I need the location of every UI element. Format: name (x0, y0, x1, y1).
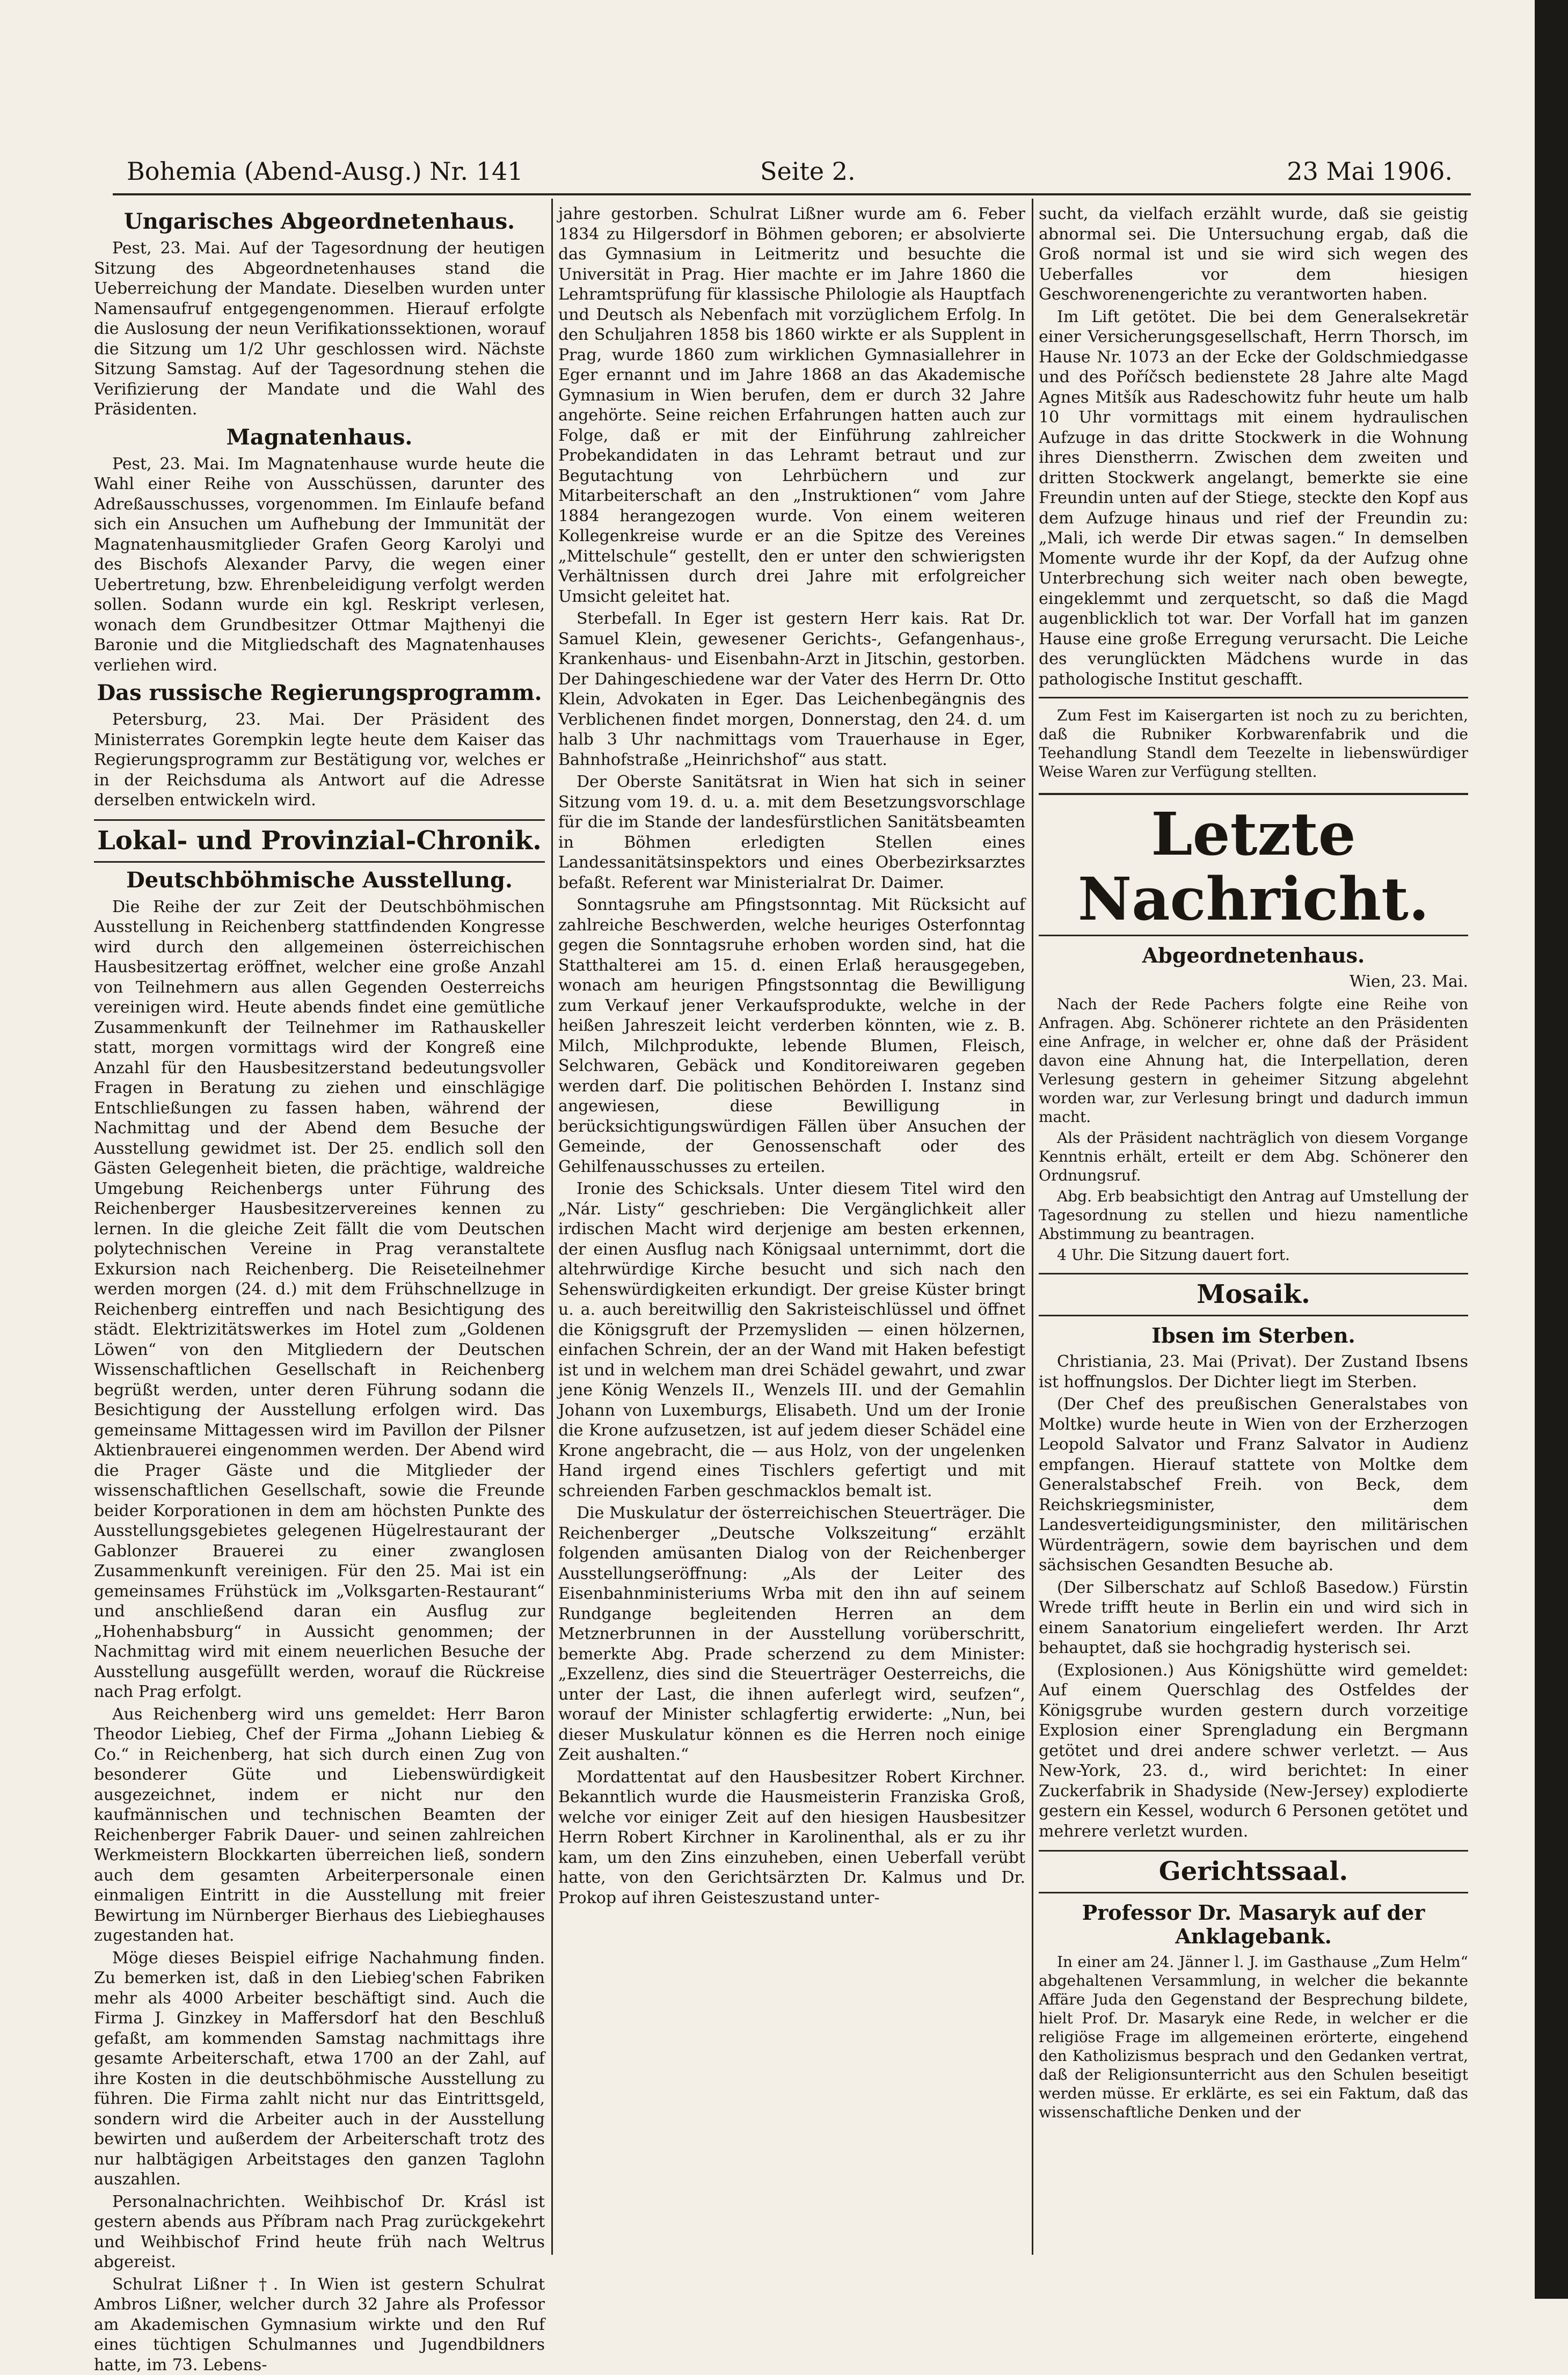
header-date: 23 Mai 1906. (1287, 157, 1453, 186)
column-divider (1032, 199, 1033, 2255)
article-paragraph: Im Lift getötet. Die bei dem Generalsekretär einer Versicherungsgesellschaft, Herrn Thorsch, im Hause Nr. 1073 an der Ecke der Goldschmiedgasse und des Poříčsch bedienstete 28 Jahre alte Magd Agnes Mitšík aus Radeschowitz fuhr heute um halb 10 Uhr vormittags mit einem hydraulischen Aufzuge in das dritte Stockwerk in die Wohnung ihres Dienstherrn. Zwischen dem zweiten und dritten Stockwerk angelangt, bemerkte sie eine Freundin unten auf der Stiege, steckte den Kopf aus dem Aufzuge hinaus und rief der Freundin zu: „Mali, ich werde Dir etwas sagen.“ In demselben Momente wurde ihr der Kopf, da der Aufzug ohne Unterbrechung sich weiter nach oben bewegte, eingeklemmt und zerquetscht, so daß die Magd augenblicklich tot war. Der Vorfall hat im ganzen Hause eine große Erregung verursacht. Die Leiche des verunglückten Mädchens wurde in das pathologische Institut geschafft. (1039, 307, 1468, 689)
chronicle-heading: Lokal- und Provinzial-Chronik. (94, 819, 545, 863)
article-paragraph: Die Muskulatur der österreichischen Steuerträger. Die Reichenberger „Deutsche Volkszeitung“ erzählt folgenden amüsanten Dialog von der Reichenberger Ausstellungseröffnung: „Als der Leiter des Eisenbahnministeriums Wrba mit den ihn auf seinem Rundgange begleitenden Herren an dem Metznerbrunnen in der Ausstellung vorüberschritt, bemerkte Abg. Prade scherzend zu dem Minister: „Exzellenz, dies sind die Steuerträger Oesterreichs, die unter der Last, die ihnen auferlegt wird, seufzen“, worauf der Minister schlagfertig erwiderte: „Nun, bei dieser Muskulatur können es die Herren noch einige Zeit aushalten.“ (558, 1504, 1025, 1764)
column-2 (558, 204, 1025, 2255)
header-page-number: Seite 2. (760, 157, 856, 186)
mosaic-heading: Mosaik. (1039, 1273, 1468, 1316)
article-paragraph: Sterbefall. In Eger ist gestern Herr kais. Rat Dr. Samuel Klein, gewesener Gerichts-, Gefangenhaus-, Krankenhaus- und Eisenbahn-Arzt in Jitschin, gestorben. Der Dahingeschiedene war der Vater des Herrn Dr. Otto Klein, Advokaten in Eger. Das Leichenbegängnis des Verblichenen findet morgen, Donnerstag, den 24. d. um halb 3 Uhr nachmittags vom Trauerhause in Eger, Bahnhofstraße „Heinrichshof“ aus statt. (558, 609, 1025, 769)
scan-edge-bar (1535, 0, 1568, 2299)
court-report-body (1039, 1953, 1468, 2122)
section-title: Ungarisches Abgeordnetenhaus. (123, 209, 515, 234)
article-paragraph: Christiania, 23. Mai (Privat). Der Zustand Ibsens ist hoffnungslos. Der Dichter liegt im Sterben. (1039, 1352, 1468, 1392)
article-paragraph: Aus Reichenberg wird uns gemeldet: Herr Baron Theodor Liebieg, Chef der Firma „Johann Liebieg & Co.“ in Reichenberg, hat sich durch einen Zug von besonderer Güte und Liebenswürdigkeit ausgezeichnet, indem er nicht nur den kaufmännischen und technischen Beamten der Reichenberger Fabrik Dauer- und seinen zahlreichen Werkmeistern Blockkarten überreichen ließ, sondern auch dem gesamten Arbeiterpersonale einen einmaligen Eintritt in die Ausstellung mit freier Bewirtung im Nürnberger Bierhaus des Liebieghauses zugestanden hat. (94, 1704, 545, 1946)
dateline: Wien, 23. Mai. (1349, 972, 1468, 991)
article-paragraph: (Der Chef des preußischen Generalstabes von Moltke) wurde heute in Wien von der Erzherzogen Leopold Salvator und Franz Salvator in Audienz empfangen. Hierauf stattete von Moltke dem Generalstabschef Freih. von Beck, dem Reichskriegsminister, dem Landesverteidigungsminister, den militärischen Würdenträgern, sowie dem bayrischen und dem sächsischen Gesandten Besuche ab. (1039, 1395, 1468, 1575)
article-paragraph: Nach der Rede Pachers folgte eine Reihe von Anfragen. Abg. Schönerer richtete an den Präsidenten eine Anfrage, in welcher er, ohne daß der Präsident davon eine Ahnung hat, die Interpellation, deren Verlesung gestern in geheimer Sitzung abgelehnt worden war, zur Verlesung bringt und dadurch immun macht. (1039, 995, 1468, 1126)
latest-news-body (1039, 995, 1468, 1264)
article-paragraph: Pest, 23. Mai. Im Magnatenhause wurde heute die Wahl einer Reihe von Ausschüssen, darunter des Adreßausschusses, vorgenommen. Im Einlaufe befand sich ein Ansuchen um Aufhebung der Immunität der Magnatenhausmitglieder Grafen Georg Karolyi und des Bischofs Alexander Parvy, die wegen einer Uebertretung, bzw. Ehrenbeleidigung verfolgt werden sollen. Sodann wurde ein kgl. Reskript verlesen, wonach dem Grundbesitzer Ottmar Majthenyi die Baronie und die Mitgliedschaft des Magnatenhauses verliehen wird. (94, 454, 545, 675)
section-title: Professor Dr. Masaryk auf der Anklagebank. (1082, 1900, 1425, 1948)
header-rule (113, 193, 1471, 195)
article-paragraph: 4 Uhr. Die Sitzung dauert fort. (1057, 1246, 1290, 1264)
separator-rule (1039, 697, 1468, 698)
column-1 (94, 204, 545, 2374)
article-paragraph: Mordattentat auf den Hausbesitzer Robert Kirchner. Bekanntlich wurde die Hausmeisterin Franziska Groß, welche vor einiger Zeit auf den hiesigen Hausbesitzer Herrn Robert Kirchner in Karolinenthal, als er zu ihr kam, um den Zins einzuheben, einen Ueberfall verübt hatte, von den Gerichtsärzten Dr. Kalmus und Dr. Prokop auf ihren Geisteszustand unter- (558, 1767, 1025, 1907)
section-title: Ibsen im Sterben. (1151, 1323, 1355, 1348)
article-paragraph: Personalnachrichten. Weihbischof Dr. Krásl ist gestern abends aus Příbram nach Prag zurückgekehrt und Weihbischof Frind heute früh nach Weltrus abgereist. (94, 2192, 545, 2272)
article-paragraph: Schulrat Lißner †. In Wien ist gestern Schulrat Ambros Lißner, welcher durch 32 Jahre als Professor am Akademischen Gymnasium wirkte und den Ruf eines tüchtigen Schulmannes und Jugendbildners hatte, im 73. Lebens- (94, 2275, 545, 2374)
section-title: Das russische Regierungsprogramm. (97, 680, 542, 705)
header-masthead: Bohemia (Abend-Ausg.) Nr. 141 (127, 157, 523, 186)
article-paragraph: sucht, da vielfach erzählt wurde, daß sie geistig abnormal sei. Die Untersuchung ergab, daß die Groß normal ist und sie wird sich wegen des Ueberfalles vor dem hiesigen Geschworenengerichte zu verantworten haben. (1039, 205, 1468, 304)
article-paragraph: Als der Präsident nachträglich von diesem Vorgange Kenntnis erhält, erteilt er dem Abg. Schönerer den Ordnungsruf. (1039, 1129, 1468, 1185)
article-paragraph: Abg. Erb beabsichtigt den Antrag auf Umstellung der Tagesordnung zu stellen und hiezu namentliche Abstimmung zu beantragen. (1039, 1188, 1468, 1243)
article-paragraph: Sonntagsruhe am Pfingstsonntag. Mit Rücksicht auf zahlreiche Beschwerden, welche heuriges Osterfonntag gegen die Sonntagsruhe erhoben worden sind, hat die Statthalterei am 15. d. einen Erlaß herausgegeben, wonach am heurigen Pfingstsonntag die Bewilligung zum Verkauf jener Verkaufsprodukte, welche in der heißen Jahreszeit leicht verderben könnten, wie z. B. Milch, Milchprodukte, lebende Blumen, Fleisch, Selchwaren, Gebäck und Konditoreiwaren gegeben werden darf. Die politischen Behörden I. Instanz sind angewiesen, diese Bewilligung in berücksichtigungswürdigen Fällen über Ansuchen der Gemeinde, der Genossenschaft oder des Gehilfenausschusses zu erteilen. (558, 895, 1025, 1176)
court-heading: Gerichtssaal. (1039, 1850, 1468, 1893)
column-divider (551, 199, 553, 2255)
notice-block (1039, 706, 1468, 781)
article-paragraph: In einer am 24. Jänner l. J. im Gasthause „Zum Helm“ abgehaltenen Versammlung, in welcher die bekannte Affäre Juda den Gegenstand der Besprechung bildete, hielt Prof. Dr. Masaryk eine Rede, in welcher er die religiöse Frage im allgemeinen erörterte, eingehend den Katholizismus besprach und den Gedanken vertrat, daß der Religionsunterricht aus den Schulen beseitigt werden müsse. Er erklärte, es sei ein Faktum, daß das wissenschaftliche Denken und der (1039, 1953, 1468, 2121)
section-title: Abgeordnetenhaus. (1142, 943, 1365, 967)
article-paragraph: Pest, 23. Mai. Auf der Tagesordnung der heutigen Sitzung des Abgeordnetenhauses stand die Ueberreichung der Mandate. Dieselben wurden unter Namensaufruf entgegengenommen. Hierauf erfolgte die Auslosung der neun Verifikationssektionen, worauf die Sitzung um 1/2 Uhr geschlossen wird. Nächste Sitzung Samstag. Auf der Tagesordnung stehen die Verifizierung der Mandate und die Wahl des Präsidenten. (94, 239, 545, 419)
article-paragraph: Zum Fest im Kaisergarten ist noch zu zu berichten, daß die Rubniker Korbwarenfabrik und die Teehandlung Standl dem Teezelte in liebenswürdiger Weise Waren zur Verfügung stellten. (1039, 706, 1468, 781)
section-title: Deutschböhmische Ausstellung. (126, 867, 513, 893)
section-title: Magnatenhaus. (226, 424, 413, 450)
article-paragraph: Petersburg, 23. Mai. Der Präsident des Ministerrates Gorempkin legte heute dem Kaiser das Regierungsprogramm zur Bestätigung vor, welches er in der Reichsduma als Antwort auf die Adresse derselben entwickeln wird. (94, 710, 545, 810)
column-3 (1039, 204, 1468, 2255)
page-header (127, 157, 1453, 194)
article-paragraph: Ironie des Schicksals. Unter diesem Titel wird den „Nár. Listy“ geschrieben: Die Vergänglichkeit aller irdischen Macht wird derjenige am besten erkennen, der einen Ausflug nach Königsaal unternimmt, dort die altehrwürdige Kirche besucht und sich nach den Sehenswürdigkeiten erkundigt. Der greise Küster bringt u. a. auch bereitwillig den Sakristeischlüssel und öffnet die Königsgruft der Przemysliden — einen hölzernen, einfachen Schrein, der an der Wand mit Haken befestigt ist und in welchem man drei Schädel gewahrt, und zwar jene König Wenzels II., Wenzels III. und der Gemahlin Johann von Luxemburgs, Elisabeth. Und um der Ironie die Krone aufzusetzen, ist auf jedem dieser Schädel eine Krone angebracht, die — aus Holz, von der ungelenken Hand irgend eines Tischlers gefertigt und mit schreienden Farben geschmacklos bemalt ist. (558, 1179, 1025, 1500)
latest-news-heading: Letzte Nachricht. (1039, 793, 1468, 936)
article-paragraph: Möge dieses Beispiel eifrige Nachahmung finden. Zu bemerken ist, daß in den Liebieg'schen Fabriken mehr als 4000 Arbeiter beschäftigt sind. Auch die Firma J. Ginzkey in Maffersdorf hat den Beschluß gefaßt, am kommenden Samstag nachmittags ihre gesamte Arbeiterschaft, etwa 1700 an der Zahl, auf ihre Kosten in die deutschböhmische Ausstellung zu führen. Die Firma zahlt nicht nur das Eintrittsgeld, sondern wird die Arbeiter auch in der Ausstellung bewirten und außerdem der Arbeiterschaft trotz des nur halbtägigen Arbeitstages den ganzen Taglohn auszahlen. (94, 1948, 545, 2189)
article-paragraph: Der Oberste Sanitätsrat in Wien hat sich in seiner Sitzung vom 19. d. u. a. mit dem Besetzungsvorschlage für die im Stande der landesfürstlichen Sanitätsbeamten in Böhmen erledigten Stellen eines Landessanitätsinspektors und eines Oberbezirksarztes befaßt. Referent war Ministerialrat Dr. Daimer. (558, 773, 1025, 892)
article-paragraph: jahre gestorben. Schulrat Lißner wurde am 6. Feber 1834 zu Hilgersdorf in Böhmen geboren; er absolvierte das Gymnasium in Leitmeritz und besuchte die Universität in Prag. Hier machte er im Jahre 1860 die Lehramtsprüfung für klassische Philologie als Hauptfach und Deutsch als Nebenfach mit vorzüglichem Erfolg. In den Schuljahren 1858 bis 1860 wirkte er als Supplent in Prag, wurde 1860 zum wirklichen Gymnasiallehrer in Eger ernannt und im Jahre 1868 an das Akademische Gymnasium in Wien berufen, dem er durch 32 Jahre angehörte. Seine reichen Erfahrungen hatten auch zur Folge, daß er mit der Einführung zahlreicher Probekandidaten in das Lehramt betraut und zur Begutachtung von Lehrbüchern und zur Mitarbeiterschaft an den „Instruktionen“ vom Jahre 1884 herangezogen wurde. Von einem weiteren Kollegenkreise wurde er an die Spitze des Vereines „Mittelschule“ gestellt, den er unter den schwierigsten Verhältnissen durch drei Jahre mit erfolgreicher Umsicht geleitet hat. (558, 205, 1025, 606)
article-paragraph: (Der Silberschatz auf Schloß Basedow.) Fürstin Wrede trifft heute in Berlin ein und wird sich in einem Sanatorium eingeliefert werden. Ihr Arzt behauptet, daß sie hochgradig hysterisch sei. (1039, 1578, 1468, 1658)
article-paragraph: (Explosionen.) Aus Königshütte wird gemeldet: Auf einem Querschlag des Ostfeldes der Königsgrube wurden gestern durch vorzeitige Explosion einer Sprengladung ein Bergmann getötet und drei andere schwer verletzt. — Aus New-York, 23. d., wird berichtet: In einer Zuckerfabrik in Shadyside (New-Jersey) explodierte gestern ein Kessel, wodurch 6 Personen getötet und mehrere verletzt wurden. (1039, 1660, 1468, 1841)
article-paragraph: Die Reihe der zur Zeit der Deutschböhmischen Ausstellung in Reichenberg stattfindenden Kongresse wird durch den allgemeinen österreichischen Hausbesitzertag eröffnet, welcher eine große Anzahl von Teilnehmern aus allen Gegenden Oesterreichs vereinigen wird. Heute abends findet eine gemütliche Zusammenkunft der Teilnehmer im Rathauskeller statt, morgen vormittags wird der Kongreß eine Anzahl für den Hausbesitzerstand bedeutungsvoller Fragen in Beratung zu ziehen und einschlägige Entschließungen zu fassen haben, während der Nachmittag und der Abend dem Besuche der Ausstellung gewidmet ist. Der 25. endlich soll den Gästen Gelegenheit bieten, die prächtige, waldreiche Umgebung Reichenbergs unter Führung des Reichenberger Hausbesitzervereines kennen zu lernen. In die gleiche Zeit fällt die vom Deutschen polytechnischen Vereine in Prag veranstaltete Exkursion nach Reichenberg. Die Reiseteilnehmer werden morgen (24. d.) mit dem Frühschnellzuge in Reichenberg eintreffen und nach Besichtigung des städt. Elektrizitätswerkes im Hotel zum „Goldenen Löwen“ von den Mitgliedern der Deutschen Wissenschaftlichen Gesellschaft in Reichenberg begrüßt werden, unter deren Führung sodann die Besichtigung der Ausstellung erfolgen wird. Das gemeinsame Mittagessen wird im Pavillon der Pilsner Aktienbrauerei eingenommen werden. Der Abend wird die Prager Gäste und die Mitglieder der wissenschaftlichen Gesellschaft, sowie die Freunde beider Korporationen in dem am höchsten Punkte des Ausstellungsgebietes gelegenen Hügelrestaurant der Gablonzer Brauerei zu einer zwanglosen Zusammenkunft vereinigen. Für den 25. Mai ist ein gemeinsames Frühstück im „Volksgarten-Restaurant“ und anschließend daran ein Ausflug zur „Hohenhabsburg“ in Aussicht genommen; der Nachmittag wird mit einem neuerlichen Besuche der Ausstellung ausgefüllt werden, worauf die Rückreise nach Prag erfolgt. (94, 897, 545, 1702)
